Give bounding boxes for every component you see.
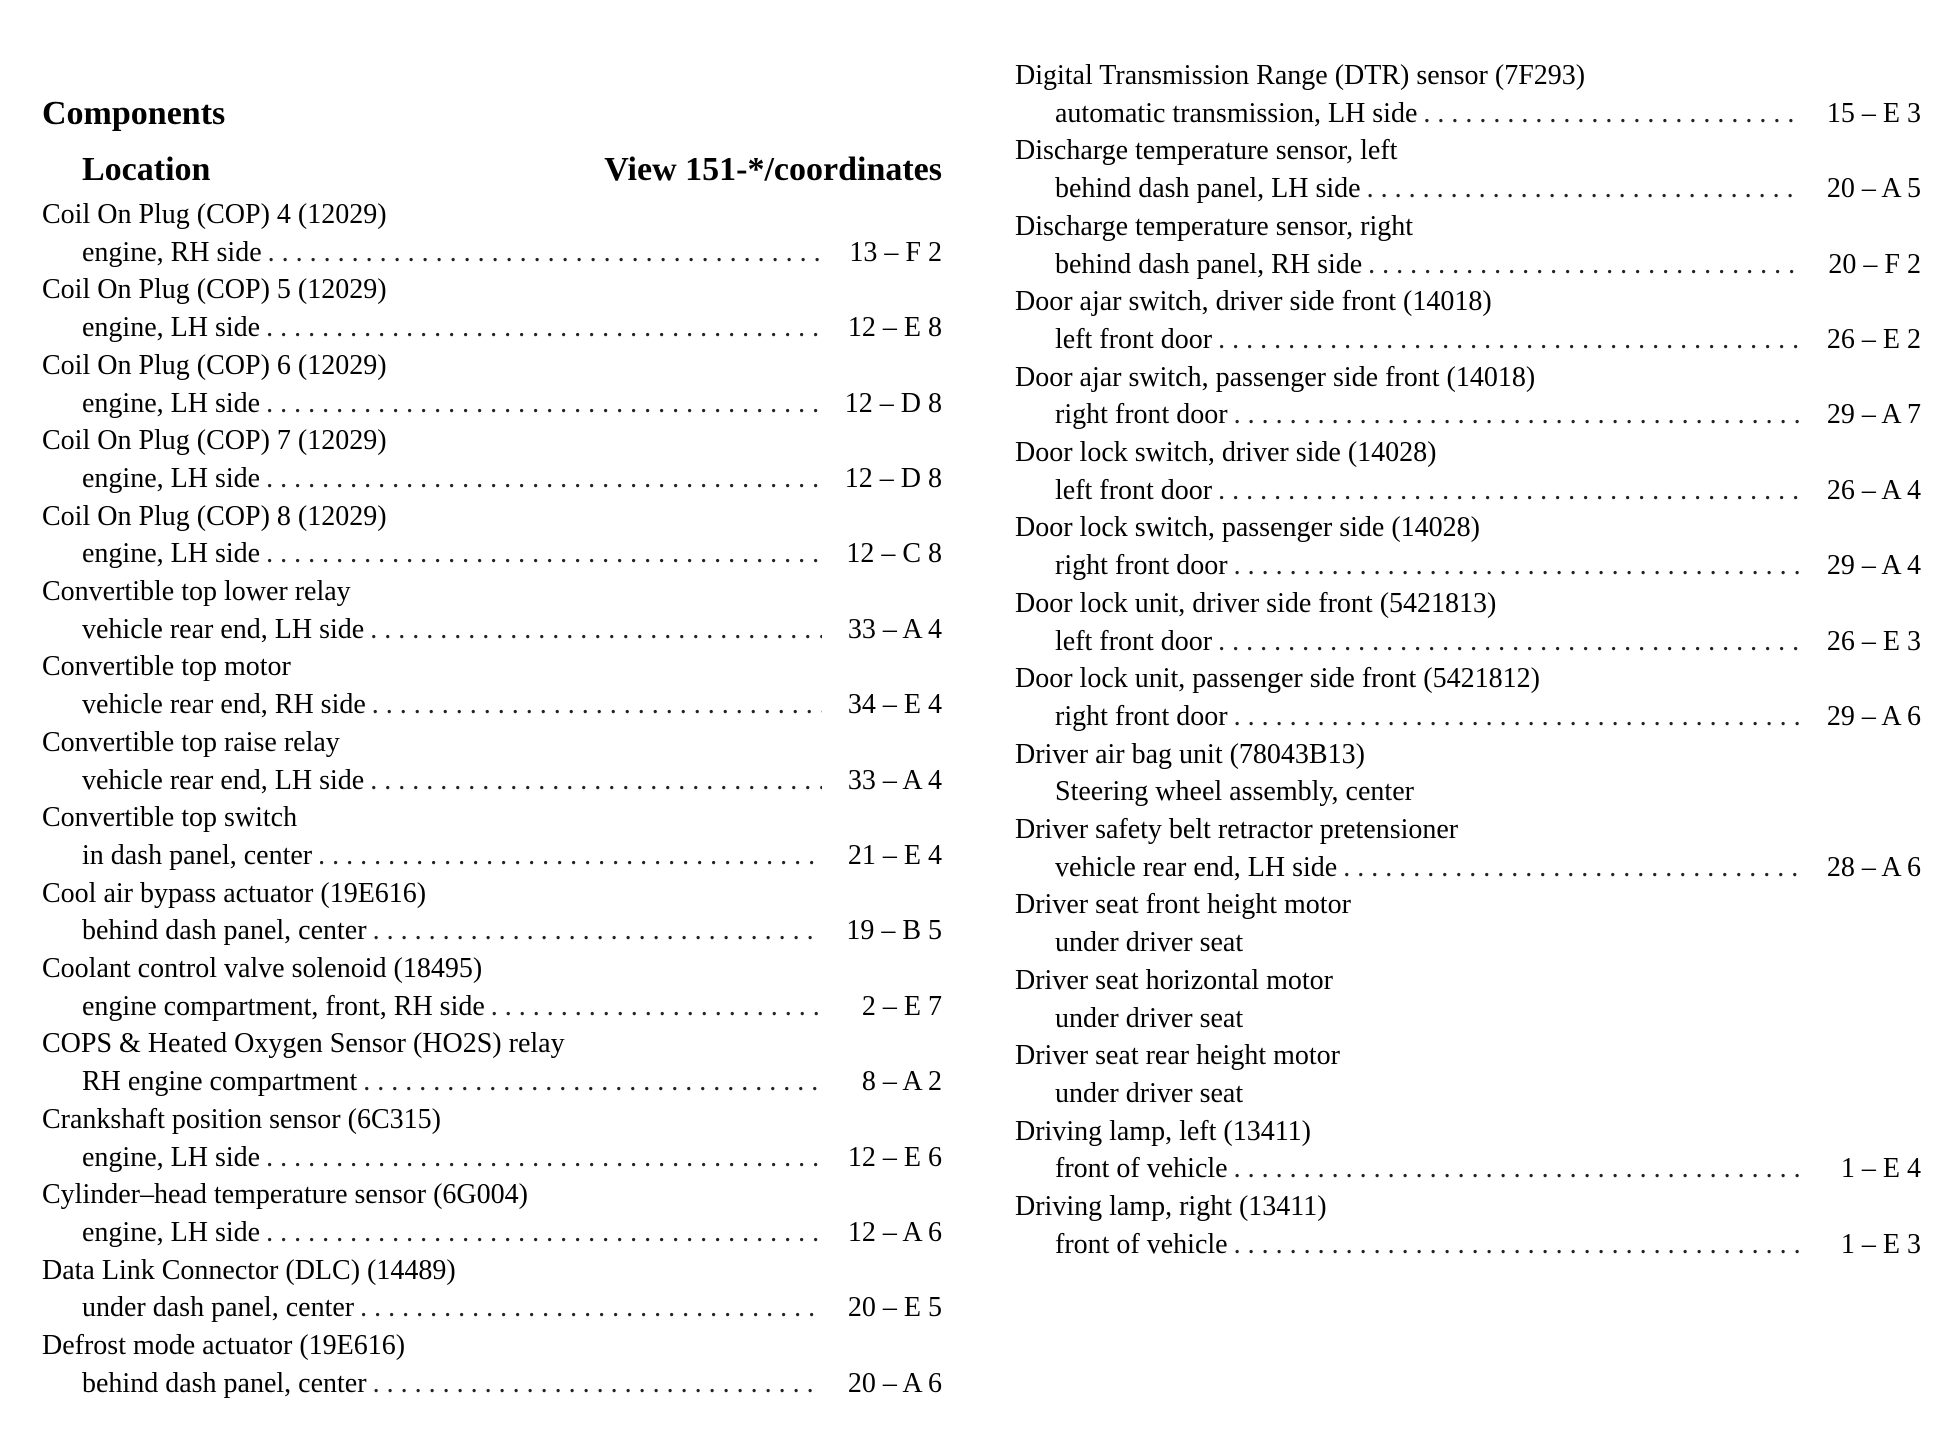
view-coordinate: 20 – F 2: [1828, 248, 1921, 280]
component-location: behind dash panel, center: [82, 1367, 367, 1399]
component-location-line: [42, 309, 942, 347]
leader-dots: [373, 1365, 822, 1403]
component-location: Steering wheel assembly, center: [1055, 776, 1414, 808]
component-name: Data Link Connector (DLC) (14489): [42, 1254, 456, 1286]
leader-dots: [370, 611, 822, 649]
component-location: engine, LH side: [82, 312, 261, 344]
view-coordinate: 12 – E 8: [847, 312, 942, 344]
component-location-line: [42, 1289, 942, 1327]
component-entry: [42, 573, 942, 648]
leader-dots: [1368, 246, 1801, 284]
component-location-line: [42, 686, 942, 724]
view-coordinate: 33 – A 4: [847, 764, 942, 796]
view-coordinate: 29 – A 7: [1826, 399, 1921, 431]
component-name: Discharge temperature sensor, left: [1015, 135, 1398, 167]
component-location: under driver seat: [1055, 927, 1244, 959]
component-location-line: [42, 1365, 942, 1403]
leader-dots: [1234, 1150, 1801, 1188]
component-location-line: [1015, 472, 1921, 510]
component-location: right front door: [1055, 399, 1228, 431]
component-name: Convertible top switch: [42, 802, 298, 834]
component-entry: [42, 950, 942, 1025]
leader-dots: [1234, 547, 1801, 585]
view-coordinate: 13 – F 2: [849, 236, 942, 268]
component-location: in dash panel, center: [82, 839, 313, 871]
component-entry: [42, 1252, 942, 1327]
component-name: COPS & Heated Oxygen Sensor (HO2S) relay: [42, 1028, 565, 1060]
component-location-line: [1015, 773, 1921, 811]
component-location-line: [42, 1063, 942, 1101]
view-coordinate: 20 – E 5: [847, 1292, 942, 1324]
component-location: behind dash panel, RH side: [1055, 248, 1363, 280]
component-entry: [1015, 811, 1921, 886]
component-location-line: [1015, 1075, 1921, 1113]
component-entry: [42, 648, 942, 723]
leader-dots: [1234, 698, 1801, 736]
view-coordinate: 19 – B 5: [846, 915, 942, 947]
component-location: left front door: [1055, 323, 1213, 355]
component-location-line: [1015, 321, 1921, 359]
leader-dots: [1218, 623, 1801, 661]
component-entry: [1015, 283, 1921, 358]
component-location-line: [1015, 1226, 1921, 1264]
component-location: behind dash panel, center: [82, 915, 367, 947]
view-coordinate: 20 – A 6: [847, 1367, 942, 1399]
leader-dots: [266, 385, 822, 423]
component-location: engine, LH side: [82, 462, 261, 494]
leader-dots: [266, 460, 822, 498]
component-name: Driver air bag unit (78043B13): [1015, 738, 1365, 770]
component-name: Crankshaft position sensor (6C315): [42, 1103, 441, 1135]
component-entry: [42, 1176, 942, 1251]
leader-dots: [1423, 95, 1801, 133]
view-coordinate: 2 – E 7: [861, 990, 942, 1022]
view-coordinate: 33 – A 4: [847, 613, 942, 645]
component-name: Door lock unit, driver side front (5421813): [1015, 587, 1497, 619]
component-name: Driver seat front height motor: [1015, 889, 1351, 921]
component-entry: [1015, 1037, 1921, 1112]
component-entry: [1015, 132, 1921, 207]
component-name: Driver seat horizontal motor: [1015, 964, 1334, 996]
component-name: Digital Transmission Range (DTR) sensor (7F293): [1015, 60, 1586, 91]
component-entry: [1015, 208, 1921, 283]
component-name: Door ajar switch, driver side front (14018): [1015, 286, 1492, 318]
component-name: Driver safety belt retractor pretensioner: [1015, 814, 1459, 846]
component-name: Door ajar switch, passenger side front (14018): [1015, 361, 1536, 393]
component-location: engine compartment, front, RH side: [82, 990, 485, 1022]
leader-dots: [266, 535, 822, 573]
component-entry: [42, 347, 942, 422]
component-location-line: [1015, 924, 1921, 962]
right-column: [1015, 57, 1921, 1264]
component-location: engine, LH side: [82, 538, 261, 570]
component-entry: [42, 271, 942, 346]
leader-dots: [372, 686, 822, 724]
column-headers: [42, 150, 942, 190]
view-coordinate: 12 – D 8: [844, 462, 942, 494]
view-coordinate: 1 – E 4: [1840, 1153, 1921, 1185]
component-location-line: [42, 611, 942, 649]
leader-dots: [1343, 849, 1801, 887]
component-name: Cylinder–head temperature sensor (6G004): [42, 1179, 528, 1211]
component-entry: [1015, 660, 1921, 735]
component-location: left front door: [1055, 474, 1213, 506]
view-coordinates-header: View 151-*/coordinates: [604, 151, 942, 188]
component-location: vehicle rear end, LH side: [1055, 851, 1338, 883]
component-location: automatic transmission, LH side: [1055, 97, 1418, 129]
component-entry: [42, 498, 942, 573]
component-entry: [42, 1327, 942, 1402]
component-name: Door lock unit, passenger side front (5421812): [1015, 663, 1540, 695]
component-entry: [1015, 585, 1921, 660]
view-coordinate: 12 – E 6: [847, 1141, 942, 1173]
view-coordinate: 21 – E 4: [847, 839, 942, 871]
component-location-line: [42, 234, 942, 272]
component-entry: [1015, 434, 1921, 509]
component-name: Driving lamp, right (13411): [1015, 1191, 1327, 1223]
leader-dots: [1367, 170, 1801, 208]
component-entry: [1015, 736, 1921, 811]
component-name: Convertible top motor: [42, 651, 291, 683]
component-entry: [42, 799, 942, 874]
component-location: right front door: [1055, 550, 1228, 582]
view-coordinate: 29 – A 4: [1826, 550, 1921, 582]
component-location-line: [1015, 1000, 1921, 1038]
component-location: engine, LH side: [82, 1216, 261, 1248]
left-entry-list: [42, 196, 942, 1403]
component-name: Coil On Plug (COP) 6 (12029): [42, 349, 387, 381]
leader-dots: [370, 762, 822, 800]
leader-dots: [1234, 1226, 1801, 1264]
leader-dots: [1234, 396, 1801, 434]
component-location: left front door: [1055, 625, 1213, 657]
component-entry: [1015, 886, 1921, 961]
component-name: Driving lamp, left (13411): [1015, 1115, 1312, 1147]
location-header: Location: [82, 151, 211, 188]
component-location-line: [1015, 623, 1921, 661]
component-location-line: [42, 1214, 942, 1252]
component-location: under driver seat: [1055, 1077, 1244, 1109]
component-entry: [1015, 509, 1921, 584]
leader-dots: [268, 234, 822, 272]
view-coordinate: 20 – A 5: [1826, 173, 1921, 205]
component-location: RH engine compartment: [82, 1066, 358, 1098]
component-name: Coil On Plug (COP) 5 (12029): [42, 274, 387, 306]
component-location: vehicle rear end, LH side: [82, 764, 365, 796]
component-entry: [42, 724, 942, 799]
component-name: Door lock switch, driver side (14028): [1015, 437, 1437, 469]
component-entry: [1015, 57, 1921, 132]
view-coordinate: 26 – E 3: [1826, 625, 1921, 657]
component-location-line: [42, 837, 942, 875]
component-location-line: [1015, 95, 1921, 133]
component-location: under driver seat: [1055, 1002, 1244, 1034]
view-coordinate: 26 – E 2: [1826, 323, 1921, 355]
component-name: Coil On Plug (COP) 8 (12029): [42, 500, 387, 532]
component-location-line: [1015, 246, 1921, 284]
leader-dots: [491, 988, 822, 1026]
component-entry: [42, 1101, 942, 1176]
view-coordinate: 1 – E 3: [1840, 1228, 1921, 1260]
component-location-line: [1015, 170, 1921, 208]
component-name: Discharge temperature sensor, right: [1015, 210, 1414, 242]
component-location-line: [42, 460, 942, 498]
component-entry: [42, 875, 942, 950]
component-name: Coil On Plug (COP) 7 (12029): [42, 425, 387, 457]
component-entry: [1015, 1188, 1921, 1263]
component-location: engine, LH side: [82, 387, 261, 419]
component-location-line: [42, 988, 942, 1026]
leader-dots: [1218, 472, 1801, 510]
view-coordinate: 26 – A 4: [1826, 474, 1921, 506]
component-location: behind dash panel, LH side: [1055, 173, 1361, 205]
component-name: Door lock switch, passenger side (14028): [1015, 512, 1481, 544]
view-coordinate: 12 – D 8: [844, 387, 942, 419]
component-location-line: [42, 385, 942, 423]
leader-dots: [266, 1139, 822, 1177]
leader-dots: [266, 1214, 822, 1252]
component-location-line: [1015, 547, 1921, 585]
component-entry: [1015, 359, 1921, 434]
component-name: Convertible top lower relay: [42, 576, 351, 608]
component-location-line: [1015, 1150, 1921, 1188]
component-location: under dash panel, center: [82, 1292, 355, 1324]
component-location-line: [1015, 849, 1921, 887]
component-location: engine, RH side: [82, 236, 262, 268]
component-entry: [42, 196, 942, 271]
component-location-line: [42, 762, 942, 800]
component-entry: [1015, 1113, 1921, 1188]
view-coordinate: 28 – A 6: [1826, 851, 1921, 883]
component-location: right front door: [1055, 700, 1228, 732]
component-name: Driver seat rear height motor: [1015, 1040, 1340, 1072]
view-coordinate: 34 – E 4: [847, 689, 942, 721]
component-name: Cool air bypass actuator (19E616): [42, 877, 427, 909]
component-location-line: [1015, 396, 1921, 434]
leader-dots: [1218, 321, 1801, 359]
component-location: front of vehicle: [1055, 1228, 1228, 1260]
view-coordinate: 12 – A 6: [847, 1216, 942, 1248]
component-location-line: [1015, 698, 1921, 736]
leader-dots: [318, 837, 822, 875]
component-location-line: [42, 535, 942, 573]
component-name: Defrost mode actuator (19E616): [42, 1330, 406, 1362]
leader-dots: [373, 912, 822, 950]
right-entry-list: [1015, 57, 1921, 1264]
component-name: Convertible top raise relay: [42, 726, 340, 758]
component-location: vehicle rear end, LH side: [82, 613, 365, 645]
leader-dots: [363, 1063, 822, 1101]
view-coordinate: 8 – A 2: [861, 1066, 942, 1098]
view-coordinate: 15 – E 3: [1826, 97, 1921, 129]
component-location: engine, LH side: [82, 1141, 261, 1173]
component-location-line: [42, 1139, 942, 1177]
component-name: Coolant control valve solenoid (18495): [42, 953, 483, 985]
view-coordinate: 29 – A 6: [1826, 700, 1921, 732]
component-entry: [42, 422, 942, 497]
leader-dots: [360, 1289, 822, 1327]
component-location: vehicle rear end, RH side: [82, 689, 366, 721]
component-name: Coil On Plug (COP) 4 (12029): [42, 199, 387, 230]
view-coordinate: 12 – C 8: [846, 538, 942, 570]
leader-dots: [266, 309, 822, 347]
left-column: [42, 94, 942, 1403]
component-location-line: [42, 912, 942, 950]
component-location: front of vehicle: [1055, 1153, 1228, 1185]
section-heading: Components: [42, 95, 226, 132]
component-entry: [1015, 962, 1921, 1037]
component-entry: [42, 1025, 942, 1100]
